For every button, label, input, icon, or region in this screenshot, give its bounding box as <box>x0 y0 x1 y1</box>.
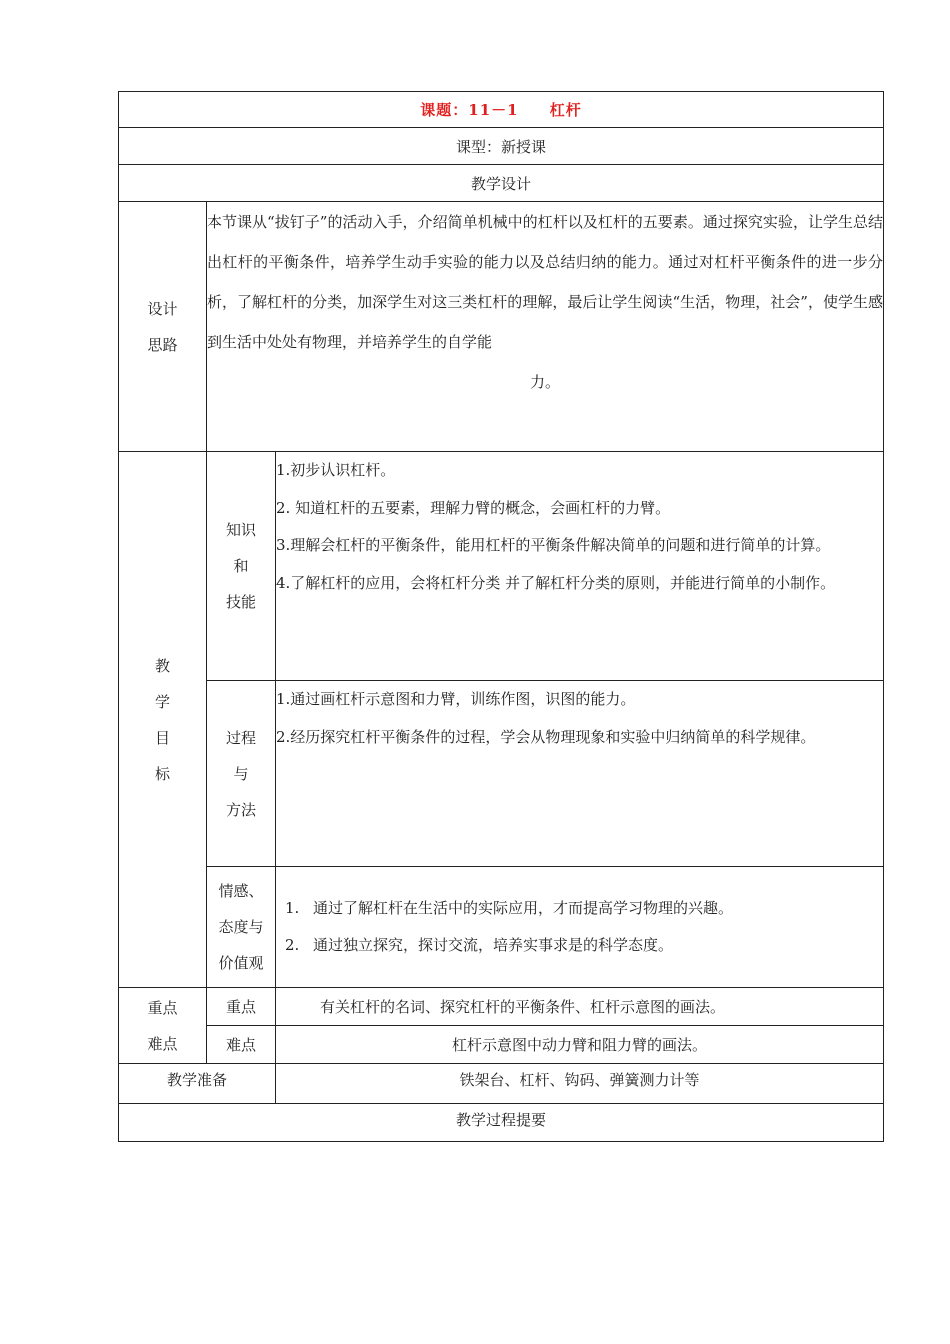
emotion-label <box>207 867 276 988</box>
key-difficult-label-line: 重点 <box>147 998 178 1017</box>
process-items <box>276 681 884 867</box>
emotion-label-line: 情感、 <box>218 882 264 900</box>
process-heading: 教学过程提要 <box>119 1104 884 1142</box>
emotion-item-number: 2. <box>285 936 300 954</box>
process-label <box>207 681 276 867</box>
knowledge-item: 1.初步认识杠杆。 <box>276 461 396 479</box>
key-difficult-label <box>119 988 207 1064</box>
emotion-items <box>276 867 884 988</box>
design-idea-label-line: 设计 <box>147 299 178 318</box>
emotion-item-text: 通过了解杠杆在生活中的实际应用，才而提高学习物理的兴趣。 <box>313 898 734 917</box>
objectives-label <box>119 452 207 988</box>
emotion-item-text: 通过独立探究，探讨交流，培养实事求是的科学态度。 <box>313 936 674 954</box>
emotion-item-number: 1. <box>285 898 300 917</box>
emotion-item <box>285 890 883 928</box>
key-difficult-label-line: 难点 <box>147 1034 178 1053</box>
design-idea-text <box>207 202 884 452</box>
lesson-type: 课型：新授课 <box>119 128 884 165</box>
design-idea-label-line: 思路 <box>147 335 178 354</box>
preparation-label: 教学准备 <box>119 1064 276 1104</box>
emotion-label-line: 价值观 <box>218 954 264 972</box>
difficult-point-text: 杠杆示意图中动力臂和阻力臂的画法。 <box>276 1026 884 1064</box>
design-idea-body: 本节课从“拔钉子”的活动入手，介绍简单机械中的杠杆以及杠杆的五要素。通过探究实验，让学生总结出杠杆的平衡条件，培养学生动手实验的能力以及总结归纳的能力。通过对杠杆平衡条件的进一步分析，了解杠杆的分类，加深学生对这三类杠杆的理解，最后让学生阅读“生活，物理，社会”，使学生感到生活中处处有物理，并培养学生的自学能 <box>207 213 884 351</box>
knowledge-label-line: 知识 <box>225 521 256 539</box>
design-idea-last-line: 力。 <box>530 373 561 391</box>
emotion-item <box>285 927 883 965</box>
knowledge-label-line: 和 <box>233 557 249 575</box>
knowledge-item: 3.理解会杠杆的平衡条件，能用杠杆的平衡条件解决简单的问题和进行简单的计算。 <box>276 536 831 554</box>
knowledge-items <box>276 452 884 681</box>
design-idea-label <box>119 202 207 452</box>
process-item: 1.通过画杠杆示意图和力臂，训练作图，识图的能力。 <box>276 690 636 708</box>
objectives-label-char: 教 <box>154 656 170 675</box>
objectives-label-char: 标 <box>154 764 170 783</box>
preparation-text: 铁架台、杠杆、钩码、弹簧测力计等 <box>276 1064 884 1104</box>
design-heading: 教学设计 <box>119 165 884 202</box>
process-label-line: 与 <box>233 764 249 783</box>
process-label-line: 过程 <box>225 728 256 747</box>
objectives-label-char: 目 <box>154 728 170 747</box>
emotion-label-line: 态度与 <box>218 918 264 936</box>
key-point-label: 重点 <box>207 988 276 1026</box>
process-item: 2.经历探究杠杆平衡条件的过程，学会从物理现象和实验中归纳简单的科学规律。 <box>276 727 816 746</box>
key-point-text: 有关杠杆的名词、探究杠杆的平衡条件、杠杆示意图的画法。 <box>276 988 884 1026</box>
objectives-label-char: 学 <box>154 692 170 711</box>
lesson-plan-table <box>118 91 884 1142</box>
difficult-point-label: 难点 <box>207 1026 276 1064</box>
knowledge-label <box>207 452 276 681</box>
knowledge-label-line: 技能 <box>225 593 256 611</box>
process-label-line: 方法 <box>225 800 256 819</box>
knowledge-item: 2. 知道杠杆的五要素，理解力臂的概念，会画杠杆的力臂。 <box>276 498 671 517</box>
knowledge-item: 4.了解杠杆的应用，会将杠杆分类 并了解杠杆分类的原则，并能进行简单的小制作。 <box>276 573 836 592</box>
page-title: 课题：11－1 杠杆 <box>119 92 884 128</box>
